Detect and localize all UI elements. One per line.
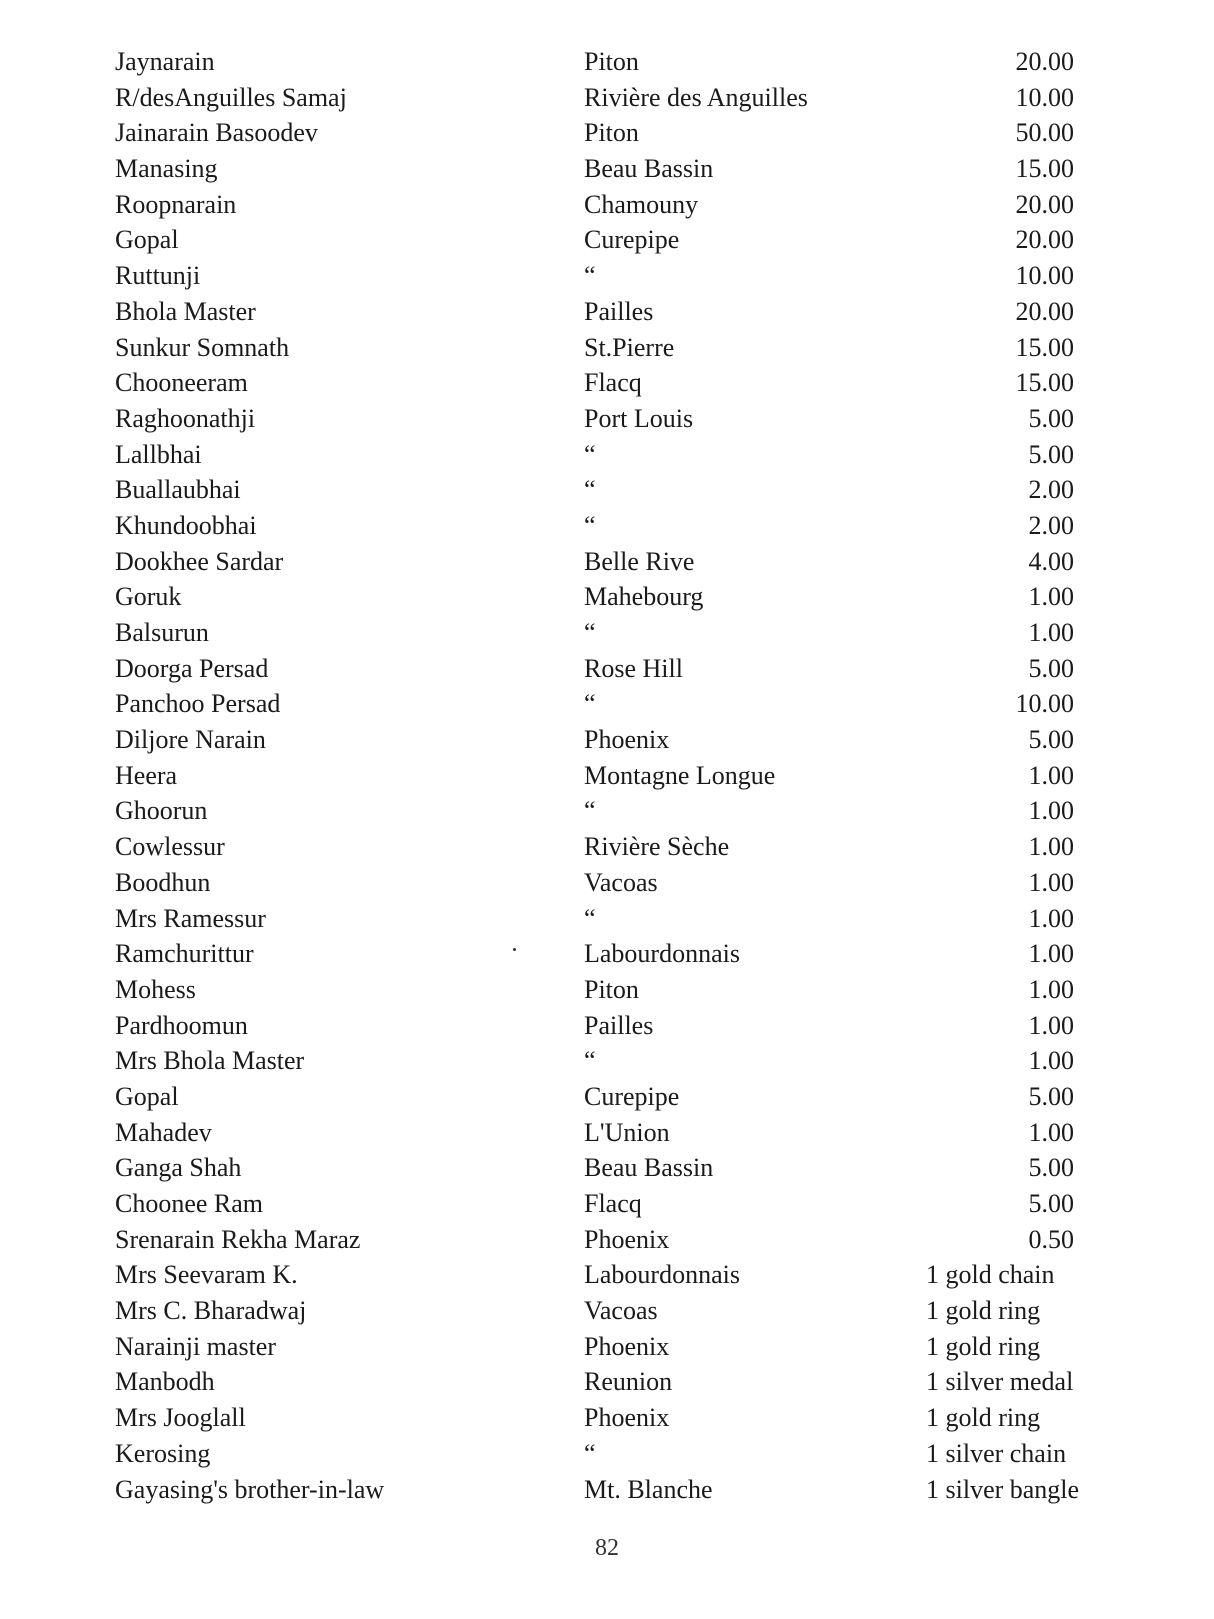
- donor-place: L'Union: [584, 1117, 670, 1147]
- donor-place: “: [584, 1046, 596, 1076]
- donor-row: [0, 508, 1214, 544]
- donation-amount: 2.00: [1028, 510, 1074, 540]
- donor-place: Flacq: [584, 368, 642, 398]
- donation-amount: 50.00: [1015, 118, 1074, 148]
- donor-row: [0, 1293, 1214, 1329]
- donor-place: “: [584, 618, 596, 647]
- donor-name: Mohess: [115, 974, 196, 1004]
- donor-name: Pardhoomun: [115, 1010, 248, 1040]
- donation-amount: 15.00: [1015, 154, 1074, 184]
- donor-row: [0, 294, 1214, 330]
- stray-mark: [513, 948, 516, 951]
- donor-place: Vacoas: [584, 867, 658, 897]
- donor-name: Lallbhai: [115, 439, 202, 469]
- donor-name: Gopal: [115, 1081, 179, 1111]
- donor-place: Beau Bassin: [584, 1153, 714, 1183]
- donation-amount: 15.00: [1015, 332, 1074, 362]
- donor-name: Kerosing: [115, 1438, 211, 1468]
- donation-amount: 1.00: [1028, 1010, 1074, 1040]
- donor-name: Buallaubhai: [115, 475, 241, 505]
- donor-name: Ghoorun: [115, 796, 208, 826]
- donation-amount: 20.00: [1015, 296, 1074, 326]
- donor-row: [0, 472, 1214, 508]
- donor-row: [0, 901, 1214, 937]
- donation-amount: 10.00: [1015, 689, 1074, 719]
- donor-place: Curepipe: [584, 1081, 680, 1111]
- donor-row: [0, 758, 1214, 794]
- donor-row: [0, 544, 1214, 580]
- donation-item: 1 gold ring: [926, 1331, 1041, 1361]
- donation-amount: 20.00: [1015, 189, 1074, 219]
- donor-row: [0, 865, 1214, 901]
- donor-list: [0, 44, 1214, 1507]
- donor-row: [0, 1222, 1214, 1258]
- donor-row: [0, 722, 1214, 758]
- donor-name: Panchoo Persad: [115, 689, 281, 719]
- donor-name: Srenarain Rekha Maraz: [115, 1224, 361, 1254]
- donor-row: [0, 44, 1214, 80]
- donor-row: [0, 1008, 1214, 1044]
- donor-place: Curepipe: [584, 225, 680, 255]
- donation-amount: 5.00: [1028, 1081, 1074, 1111]
- donation-amount: 10.00: [1015, 261, 1074, 291]
- donation-amount: 1.00: [1028, 832, 1074, 862]
- donation-amount: 1.00: [1028, 1046, 1074, 1076]
- donation-amount: 10.00: [1015, 82, 1074, 112]
- donor-row: [0, 1186, 1214, 1222]
- donor-place: Phoenix: [584, 1224, 670, 1254]
- donor-name: Mahadev: [115, 1117, 212, 1147]
- donation-amount: 20.00: [1015, 47, 1074, 76]
- donor-place: Rivière des Anguilles: [584, 82, 808, 112]
- donation-amount: 5.00: [1028, 403, 1074, 433]
- donor-place: Belle Rive: [584, 546, 695, 576]
- donor-row: [0, 1257, 1214, 1293]
- donor-place: “: [584, 510, 596, 540]
- donor-place: “: [584, 475, 596, 505]
- donor-place: Piton: [584, 118, 639, 148]
- donor-row: [0, 1150, 1214, 1186]
- donor-name: Raghoonathji: [115, 403, 256, 433]
- donor-name: Mrs Ramessur: [115, 903, 266, 933]
- donor-row: [0, 579, 1214, 615]
- donor-place: “: [584, 796, 596, 826]
- donor-name: Manbodh: [115, 1367, 215, 1397]
- donor-row: [0, 1436, 1214, 1472]
- donor-row: [0, 365, 1214, 401]
- donation-amount: 20.00: [1015, 225, 1074, 255]
- donation-amount: 1.00: [1028, 796, 1074, 826]
- donor-name: Narainji master: [115, 1331, 276, 1361]
- donor-row: [0, 258, 1214, 294]
- donation-amount: 2.00: [1028, 475, 1074, 505]
- donor-name: Mrs Seevaram K.: [115, 1260, 298, 1290]
- donor-row: [0, 1115, 1214, 1151]
- donor-place: Phoenix: [584, 1403, 670, 1433]
- donor-place: Piton: [584, 47, 639, 76]
- donor-place: Mahebourg: [584, 582, 704, 612]
- donor-name: Ramchurittur: [115, 939, 254, 969]
- donor-name: Khundoobhai: [115, 510, 257, 540]
- donor-place: Rose Hill: [584, 653, 683, 683]
- donor-name: Jaynarain: [115, 47, 215, 76]
- donation-amount: 1.00: [1028, 582, 1074, 612]
- donor-name: Diljore Narain: [115, 725, 266, 755]
- donor-row: [0, 115, 1214, 151]
- donation-amount: 1.00: [1028, 974, 1074, 1004]
- donor-name: Choonee Ram: [115, 1189, 264, 1218]
- donor-place: Mt. Blanche: [584, 1474, 713, 1504]
- donation-amount: 1.00: [1028, 1117, 1074, 1147]
- donor-name: Cowlessur: [115, 832, 225, 862]
- donation-amount: 5.00: [1028, 439, 1074, 469]
- donor-row: [0, 1329, 1214, 1365]
- donation-amount: 5.00: [1028, 1189, 1074, 1218]
- donation-amount: 4.00: [1028, 546, 1074, 576]
- donor-row: [0, 1079, 1214, 1115]
- donor-place: Chamouny: [584, 189, 699, 219]
- donation-amount: 5.00: [1028, 653, 1074, 683]
- donation-item: 1 gold chain: [926, 1260, 1055, 1290]
- donor-place: Piton: [584, 974, 639, 1004]
- donation-item: 1 gold ring: [926, 1296, 1041, 1326]
- donor-name: Boodhun: [115, 867, 211, 897]
- donation-amount: 1.00: [1028, 760, 1074, 790]
- page-number: 82: [595, 1535, 619, 1561]
- donor-row: [0, 615, 1214, 651]
- donor-row: [0, 1043, 1214, 1079]
- donor-row: [0, 437, 1214, 473]
- donor-name: Mrs Jooglall: [115, 1403, 246, 1433]
- donation-amount: 15.00: [1015, 368, 1074, 398]
- donor-row: [0, 793, 1214, 829]
- donor-place: Labourdonnais: [584, 939, 740, 969]
- donor-row: [0, 151, 1214, 187]
- donor-row: [0, 936, 1214, 972]
- donor-place: Flacq: [584, 1189, 642, 1218]
- donor-place: Phoenix: [584, 725, 670, 755]
- donor-place: Reunion: [584, 1367, 673, 1397]
- donor-name: Mrs C. Bharadwaj: [115, 1296, 307, 1326]
- donor-place: Montagne Longue: [584, 760, 776, 790]
- donor-place: “: [584, 261, 596, 291]
- donor-place: Pailles: [584, 296, 654, 326]
- donor-name: Gayasing's brother-in-law: [115, 1474, 385, 1504]
- donor-place: Labourdonnais: [584, 1260, 740, 1290]
- donor-name: Dookhee Sardar: [115, 546, 284, 576]
- donor-place: Beau Bassin: [584, 154, 714, 184]
- donor-name: Doorga Persad: [115, 653, 269, 683]
- donation-amount: 5.00: [1028, 1153, 1074, 1183]
- donor-name: Bhola Master: [115, 296, 256, 326]
- donation-amount: 1.00: [1028, 903, 1074, 933]
- donation-item: 1 silver medal: [926, 1367, 1074, 1397]
- donor-place: Rivière Sèche: [584, 832, 730, 862]
- donor-name: Sunkur Somnath: [115, 332, 290, 362]
- donor-row: [0, 222, 1214, 258]
- donor-name: R/desAnguilles Samaj: [115, 82, 347, 112]
- donor-place: “: [584, 689, 596, 719]
- donation-item: 1 silver chain: [926, 1438, 1067, 1468]
- donor-name: Chooneeram: [115, 368, 248, 398]
- donation-item: 1 silver bangle: [926, 1474, 1080, 1504]
- donor-row: [0, 651, 1214, 687]
- donor-name: Jainarain Basoodev: [115, 118, 318, 148]
- donation-amount: 1.00: [1028, 867, 1074, 897]
- donation-amount: 0.50: [1028, 1224, 1074, 1254]
- donor-row: [0, 1364, 1214, 1400]
- donor-name: Gopal: [115, 225, 179, 255]
- donation-amount: 1.00: [1028, 618, 1074, 647]
- donor-row: [0, 829, 1214, 865]
- donor-name: Ganga Shah: [115, 1153, 242, 1183]
- donor-name: Roopnarain: [115, 189, 237, 219]
- donor-name: Mrs Bhola Master: [115, 1046, 305, 1076]
- donor-name: Balsurun: [115, 618, 209, 647]
- donor-name: Goruk: [115, 582, 182, 612]
- donor-row: [0, 1400, 1214, 1436]
- donation-item: 1 gold ring: [926, 1403, 1041, 1433]
- donation-amount: 1.00: [1028, 939, 1074, 969]
- donor-place: St.Pierre: [584, 332, 675, 362]
- donor-row: [0, 80, 1214, 116]
- donor-place: Phoenix: [584, 1331, 670, 1361]
- donor-place: Vacoas: [584, 1296, 658, 1326]
- donor-place: “: [584, 439, 596, 469]
- donor-place: “: [584, 903, 596, 933]
- donor-name: Manasing: [115, 154, 218, 184]
- donor-name: Ruttunji: [115, 261, 201, 291]
- donation-amount: 5.00: [1028, 725, 1074, 755]
- donor-row: [0, 187, 1214, 223]
- donor-row: [0, 330, 1214, 366]
- donor-row: [0, 401, 1214, 437]
- donor-place: Port Louis: [584, 403, 694, 433]
- donor-row: [0, 972, 1214, 1008]
- donor-name: Heera: [115, 760, 178, 790]
- donor-row: [0, 686, 1214, 722]
- donor-row: [0, 1472, 1214, 1508]
- donor-place: “: [584, 1438, 596, 1468]
- donor-place: Pailles: [584, 1010, 654, 1040]
